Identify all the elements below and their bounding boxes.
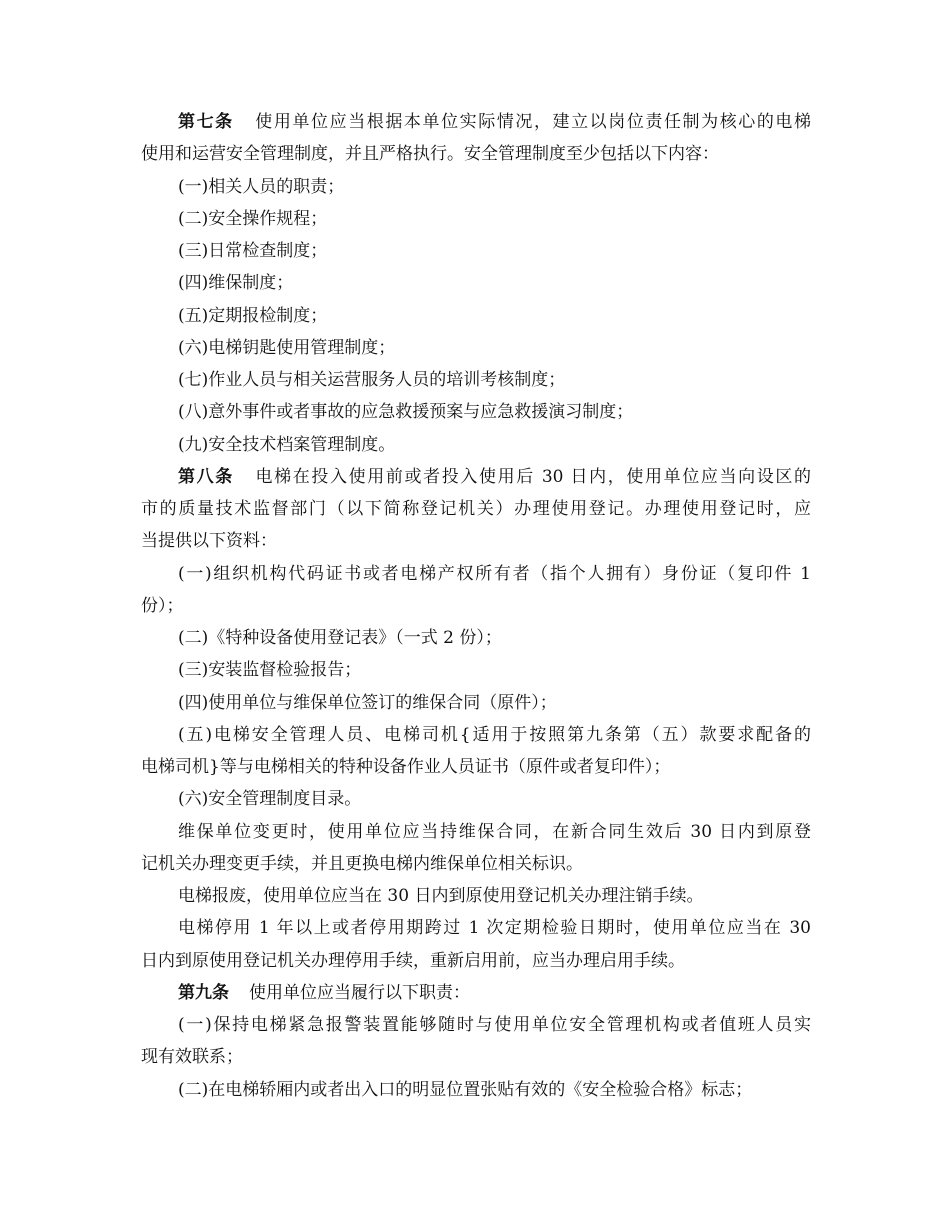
article-9-line-1	[141, 977, 811, 1009]
article-8-para-3-line-2: 日内到原使用登记机关办理停用手续，重新启用前，应当办理启用手续。	[141, 950, 685, 971]
article-8-para-3-line-1: 电梯停用 1 年以上或者停用期跨过 1 次定期检验日期时，使用单位应当在 30	[178, 918, 811, 939]
article-7-item: (七)作业人员与相关运营服务人员的培训考核制度；	[178, 370, 566, 390]
article-8-para-1-line-2: 记机关办理变更手续，并且更换电梯内维保单位相关标识。	[141, 853, 583, 874]
article-7-item: (二)安全操作规程；	[178, 208, 328, 229]
article-8-item-4: (四)使用单位与维保单位签订的维保合同（原件）；	[178, 692, 557, 713]
article-8-text: 电梯在投入使用前或者投入使用后 30 日内，使用单位应当向设区的	[253, 466, 811, 487]
article-7-heading: 第七条	[178, 112, 234, 132]
article-7-line-2: 使用和运营安全管理制度，并且严格执行。安全管理制度至少包括以下内容：	[141, 144, 719, 165]
article-8-heading: 第八条	[178, 466, 234, 487]
article-8-item-1-line-2: 份）；	[141, 595, 184, 616]
article-8-para-1-line-1: 维保单位变更时，使用单位应当持维保合同，在新合同生效后 30 日内到原登	[178, 821, 811, 842]
article-7-item: (六)电梯钥匙使用管理制度；	[178, 337, 396, 358]
article-7-item: (九)安全技术档案管理制度。	[178, 434, 396, 455]
article-7-item: (五)定期报检制度；	[178, 305, 328, 326]
article-8-line-2: 市的质量技术监督部门（以下简称登记机关）办理使用登记。办理使用登记时，应	[141, 499, 811, 519]
article-8-item-2: (二)《特种设备使用登记表》（一式 2 份）；	[178, 628, 502, 648]
article-9-item-2: (二)在电梯轿厢内或者出入口的明显位置张贴有效的《安全检验合格》标志；	[178, 1079, 753, 1100]
article-9-heading: 第九条	[178, 982, 229, 1003]
article-9-text: 使用单位应当履行以下职责：	[249, 982, 470, 1003]
article-8-item-5-line-1: (五)电梯安全管理人员、电梯司机{适用于按照第九条第（五）款要求配备的	[178, 724, 811, 745]
article-8-line-1	[141, 461, 811, 493]
document-page	[141, 106, 811, 1106]
article-7-item: (八)意外事件或者事故的应急救援预案与应急救援演习制度；	[178, 402, 634, 423]
article-7-text: 使用单位应当根据本单位实际情况，建立以岗位责任制为核心的电梯	[253, 112, 811, 132]
article-9-item-1-line-2: 现有效联系；	[141, 1047, 243, 1068]
article-7-line-1	[141, 106, 811, 138]
article-9-item-1-line-1: (一)保持电梯紧急报警装置能够随时与使用单位安全管理机构或者值班人员实	[178, 1015, 811, 1035]
article-8-line-3: 当提供以下资料：	[141, 531, 277, 552]
article-8-item-6: (六)安全管理制度目录。	[178, 789, 362, 810]
article-8-para-2: 电梯报废，使用单位应当在 30 日内到原使用登记机关办理注销手续。	[178, 886, 704, 906]
article-8-item-1-line-1: (一)组织机构代码证书或者电梯产权所有者（指个人拥有）身份证（复印件 1	[178, 563, 811, 584]
article-7-item: (三)日常检查制度；	[178, 241, 328, 261]
article-7-item: (四)维保制度；	[178, 273, 294, 294]
article-7-item: (一)相关人员的职责；	[178, 176, 345, 197]
article-8-item-5-line-2: 电梯司机}等与电梯相关的特种设备作业人员证书（原件或者复印件）；	[141, 757, 671, 777]
article-8-item-3: (三)安装监督检验报告；	[178, 660, 362, 681]
